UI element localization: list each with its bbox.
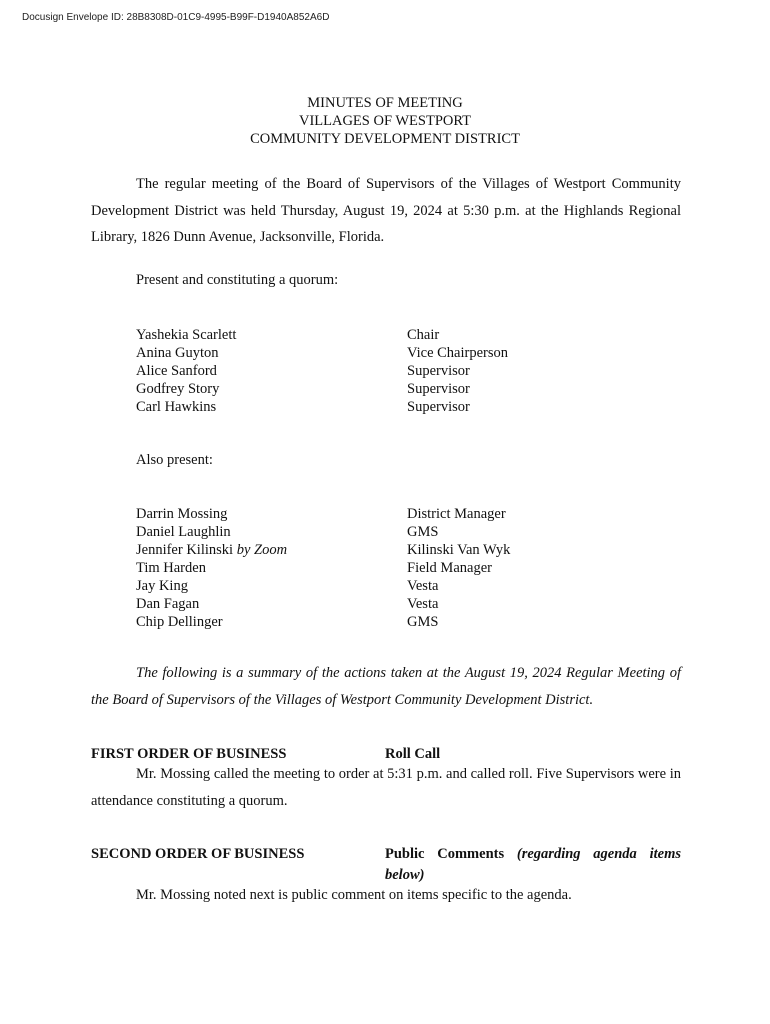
list-item — [136, 559, 510, 577]
attendee-name: Anina Guyton — [136, 345, 219, 361]
list-item — [136, 523, 510, 541]
attendee-name: Daniel Laughlin — [136, 524, 231, 540]
intro-paragraph: The regular meeting of the Board of Supervisors of the Villages of Westport Community Development District was held Thursday, August 19, 2024 at 5:30 p.m. at the Highlands Regional Library, 1826 Dunn Avenue, Jacksonville, Florida. — [91, 176, 681, 245]
attendee-role: Chair — [407, 327, 440, 343]
list-item — [136, 577, 510, 595]
list-item — [136, 380, 508, 398]
document-title — [0, 94, 770, 148]
title-line-3: COMMUNITY DEVELOPMENT DISTRICT — [250, 131, 520, 147]
title-line-1: MINUTES OF MEETING — [307, 95, 463, 111]
also-present-label: Also present: — [136, 452, 213, 468]
list-item — [136, 541, 510, 559]
attendee-role: Vesta — [407, 578, 439, 594]
attendee-name: Jay King — [136, 578, 188, 594]
present-label: Present and constituting a quorum: — [136, 272, 339, 288]
attendee-role: Supervisor — [407, 381, 470, 397]
attendee-role: GMS — [407, 524, 439, 540]
present-list — [136, 326, 508, 416]
list-item — [136, 505, 510, 523]
attendee-role: Vice Chairperson — [407, 345, 508, 361]
summary-paragraph: The following is a summary of the actions taken at the August 19, 2024 Regular Meeting of the Board of Supervisors of the Villages of Westport Community Development District. — [91, 665, 681, 708]
list-item — [136, 362, 508, 380]
attendee-name: Chip Dellinger — [136, 614, 223, 630]
attendee-name: Yashekia Scarlett — [136, 327, 237, 343]
second-order-topic-note: (regarding agenda items — [516, 846, 681, 862]
attendee-role: Supervisor — [407, 363, 470, 379]
attendee-role: Field Manager — [407, 560, 492, 576]
second-order-topic-title: Public Comments — [385, 846, 505, 862]
attendee-name: Godfrey Story — [136, 381, 220, 397]
list-item — [136, 613, 510, 631]
attendee-role: GMS — [407, 614, 439, 630]
attendee-role: District Manager — [407, 506, 506, 522]
also-present-list — [136, 505, 510, 631]
attendee-name: Jennifer Kilinski — [136, 542, 234, 558]
second-order-text: Mr. Mossing noted next is public comment on items specific to the agenda. — [136, 887, 572, 903]
list-item — [136, 398, 508, 416]
list-item — [136, 326, 508, 344]
second-order-topic — [385, 844, 681, 886]
attendee-role: Kilinski Van Wyk — [407, 542, 511, 558]
attendee-name: Carl Hawkins — [136, 399, 217, 415]
title-line-2: VILLAGES OF WESTPORT — [298, 113, 472, 129]
list-item — [136, 344, 508, 362]
attendance-note: by Zoom — [236, 542, 288, 558]
attendee-role: Supervisor — [407, 399, 470, 415]
attendee-name: Tim Harden — [136, 560, 206, 576]
attendee-name: Alice Sanford — [136, 363, 217, 379]
second-order-topic-note-end: below) — [385, 867, 425, 883]
first-order-topic: Roll Call — [385, 746, 441, 762]
list-item — [136, 595, 510, 613]
first-order-heading: FIRST ORDER OF BUSINESS — [91, 746, 287, 762]
first-order-text: Mr. Mossing called the meeting to order at 5:31 p.m. and called roll. Five Supervisors were in attendance constituting a quorum. — [91, 766, 681, 809]
attendee-name: Dan Fagan — [136, 596, 200, 612]
attendee-name: Darrin Mossing — [136, 506, 228, 522]
attendee-role: Vesta — [407, 596, 439, 612]
second-order-heading: SECOND ORDER OF BUSINESS — [91, 846, 305, 862]
envelope-id: Docusign Envelope ID: 28B8308D-01C9-4995-B99F-D1940A852A6D — [22, 12, 330, 23]
